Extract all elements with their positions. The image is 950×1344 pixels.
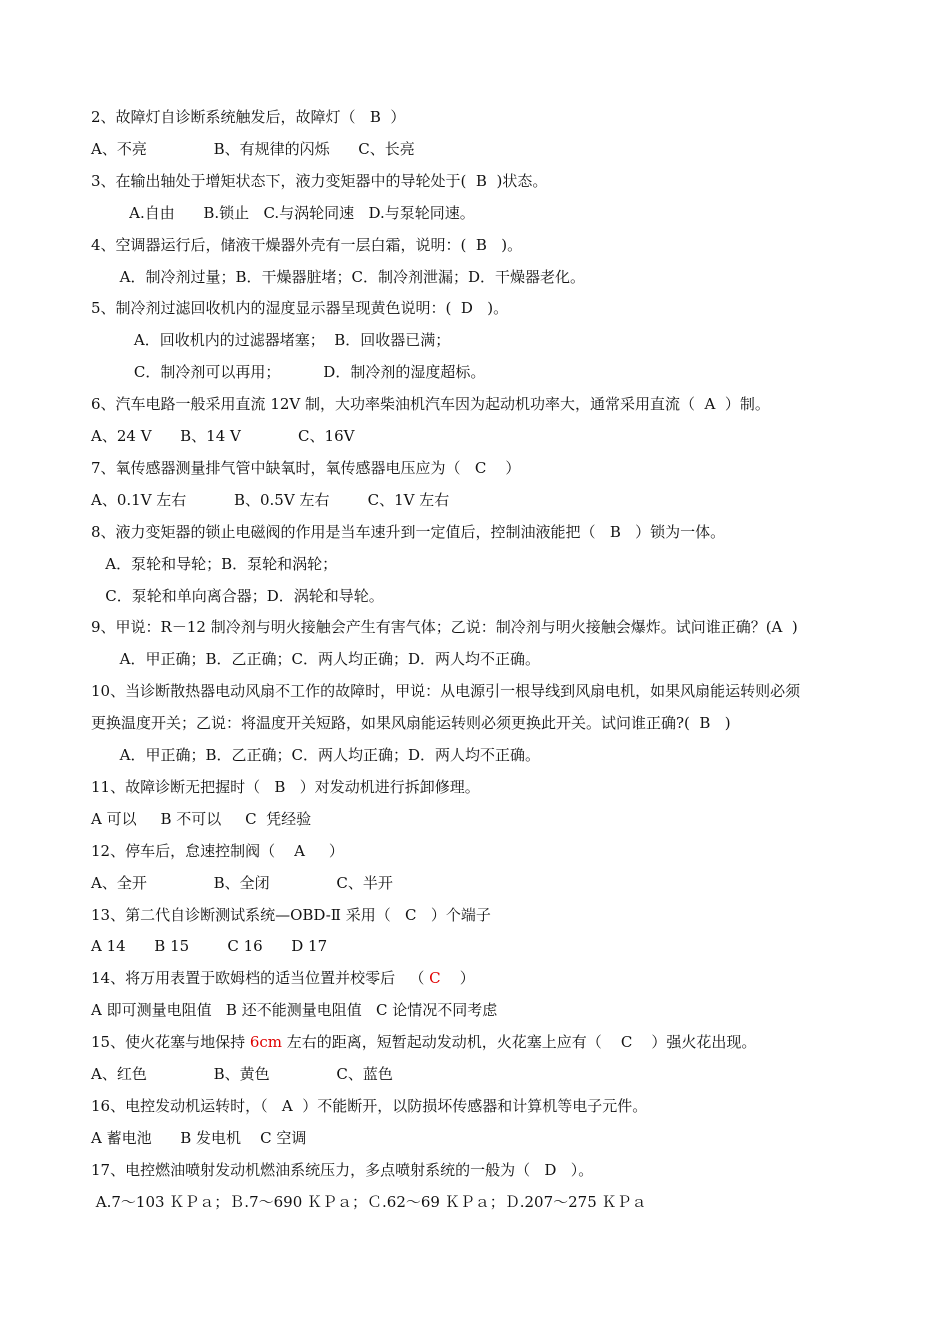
text-segment: C．泵轮和单向离合器；D．涡轮和导轮。 (91, 587, 384, 605)
text-segment: 15、使火花塞与地保持 (91, 1033, 250, 1051)
text-segment: 10、当诊断散热器电动风扇不工作的故障时，甲说：从电源引一根导线到风扇电机，如果风扇能运转则必须 (91, 682, 801, 700)
question-stem (91, 298, 508, 318)
text-segment: A、全开 B、全闭 C、半开 (91, 874, 393, 892)
question-stem (91, 171, 547, 191)
question-options (91, 1192, 647, 1212)
question-stem (91, 617, 798, 637)
question-options (91, 1064, 393, 1084)
text-segment: 12、停车后，怠速控制阀（ A ） (91, 842, 344, 860)
text-segment: 7、氧传感器测量排气管中缺氧时，氧传感器电压应为（ C ） (91, 459, 521, 477)
text-segment: A．泵轮和导轮；B．泵轮和涡轮； (91, 555, 338, 573)
text-segment: A 即可测量电阻值 B 还不能测量电阻值 C 论情况不同考虑 (91, 1001, 498, 1019)
text-segment: A、0.1V 左右 B、0.5V 左右 C、1V 左右 (91, 491, 450, 509)
text-segment: A 可以 B 不可以 C 凭经验 (91, 810, 312, 828)
text-segment: 5、制冷剂过滤回收机内的湿度显示器呈现黄色说明：( D )。 (91, 299, 509, 317)
question-options (91, 649, 540, 669)
question-stem (91, 522, 725, 542)
text-segment: 9、甲说：R－12 制冷剂与明火接触会产生有害气体；乙说：制冷剂与明火接触会爆炸。试问谁正确？(A ) (91, 618, 798, 636)
highlighted-text: C (429, 969, 441, 987)
text-segment: 2、故障灯自诊断系统触发后，故障灯（ B ） (91, 108, 406, 126)
question-stem (91, 1096, 647, 1116)
text-segment: A 蓄电池 B 发电机 C 空调 (91, 1129, 307, 1147)
question-stem (91, 777, 480, 797)
text-segment: A．甲正确；B．乙正确；C．两人均正确；D．两人均不正确。 (91, 650, 540, 668)
text-segment: A、24 V B、14 V C、16V (91, 427, 355, 445)
text-segment: A．甲正确；B．乙正确；C．两人均正确；D．两人均不正确。 (91, 746, 540, 764)
question-options (91, 873, 393, 893)
question-stem (91, 458, 520, 478)
text-segment: 3、在输出轴处于增矩状态下，液力变矩器中的导轮处于( B )状态。 (91, 172, 548, 190)
question-stem (91, 107, 405, 127)
text-segment: 14、将万用表置于欧姆档的适当位置并校零后 （ (91, 969, 430, 987)
text-segment: A．制冷剂过量；B．干燥器脏堵；C．制冷剂泄漏；D．干燥器老化。 (91, 268, 585, 286)
text-segment: 左右的距离，短暂起动发动机，火花塞上应有（ C ）强火花出现。 (282, 1033, 757, 1051)
text-segment: C．制冷剂可以再用； D．制冷剂的湿度超标。 (91, 363, 486, 381)
question-options (91, 713, 731, 733)
question-options (91, 586, 384, 606)
question-options (91, 936, 327, 956)
text-segment: A.7～103 ＫＰａ；Ｂ.7～690 ＫＰａ；Ｃ.62～69 ＫＰａ；Ｄ.207～275 ＫＰａ (91, 1193, 647, 1211)
text-segment: 17、电控燃油喷射发动机燃油系统压力，多点喷射系统的一般为（ D ）。 (91, 1161, 594, 1179)
text-segment: 4、空调器运行后，储液干燥器外壳有一层白霜，说明：( B )。 (91, 236, 523, 254)
text-segment: A 14 B 15 C 16 D 17 (91, 937, 328, 955)
text-segment: A.自由 B.锁止 C.与涡轮同速 D.与泵轮同速。 (91, 204, 475, 222)
question-stem (91, 235, 522, 255)
text-segment: 6、汽车电路一般采用直流 12V 制，大功率柴油机汽车因为起动机功率大，通常采用直流（ A ）制。 (91, 395, 770, 413)
question-stem (91, 1032, 756, 1052)
question-options (91, 554, 337, 574)
text-segment: 更换温度开关；乙说：将温度开关短路，如果风扇能运转则必须更换此开关。试问谁正确?( B ) (91, 714, 731, 732)
text-segment: 8、液力变矩器的锁止电磁阀的作用是当车速升到一定值后，控制油液能把（ B ）锁为一体。 (91, 523, 726, 541)
question-stem (91, 681, 800, 701)
question-options (91, 330, 450, 350)
question-stem (91, 394, 770, 414)
question-options (91, 426, 354, 446)
text-segment: 16、电控发动机运转时，（ A ）不能断开，以防损坏传感器和计算机等电子元件。 (91, 1097, 648, 1115)
question-options (91, 745, 540, 765)
text-segment: ） (440, 969, 475, 987)
question-options (91, 809, 311, 829)
question-stem (91, 841, 344, 861)
text-segment: A、不亮 B、有规律的闪烁 C、长亮 (91, 140, 415, 158)
text-segment: 13、第二代自诊断测试系统—OBD-Ⅱ 采用（ C ）个端子 (91, 906, 491, 924)
question-options (91, 490, 449, 510)
text-segment: A．回收机内的过滤器堵塞； B．回收器已满； (91, 331, 451, 349)
question-stem (91, 1160, 593, 1180)
highlighted-text: 6cm (249, 1033, 283, 1051)
question-stem (91, 905, 491, 925)
question-stem (91, 968, 475, 988)
question-options (91, 1128, 306, 1148)
question-options (91, 1000, 497, 1020)
text-segment: 11、故障诊断无把握时（ B ）对发动机进行拆卸修理。 (91, 778, 480, 796)
text-segment: A、红色 B、黄色 C、蓝色 (91, 1065, 393, 1083)
question-options (91, 267, 585, 287)
question-options (91, 139, 415, 159)
question-options (91, 362, 485, 382)
question-options (91, 203, 475, 223)
